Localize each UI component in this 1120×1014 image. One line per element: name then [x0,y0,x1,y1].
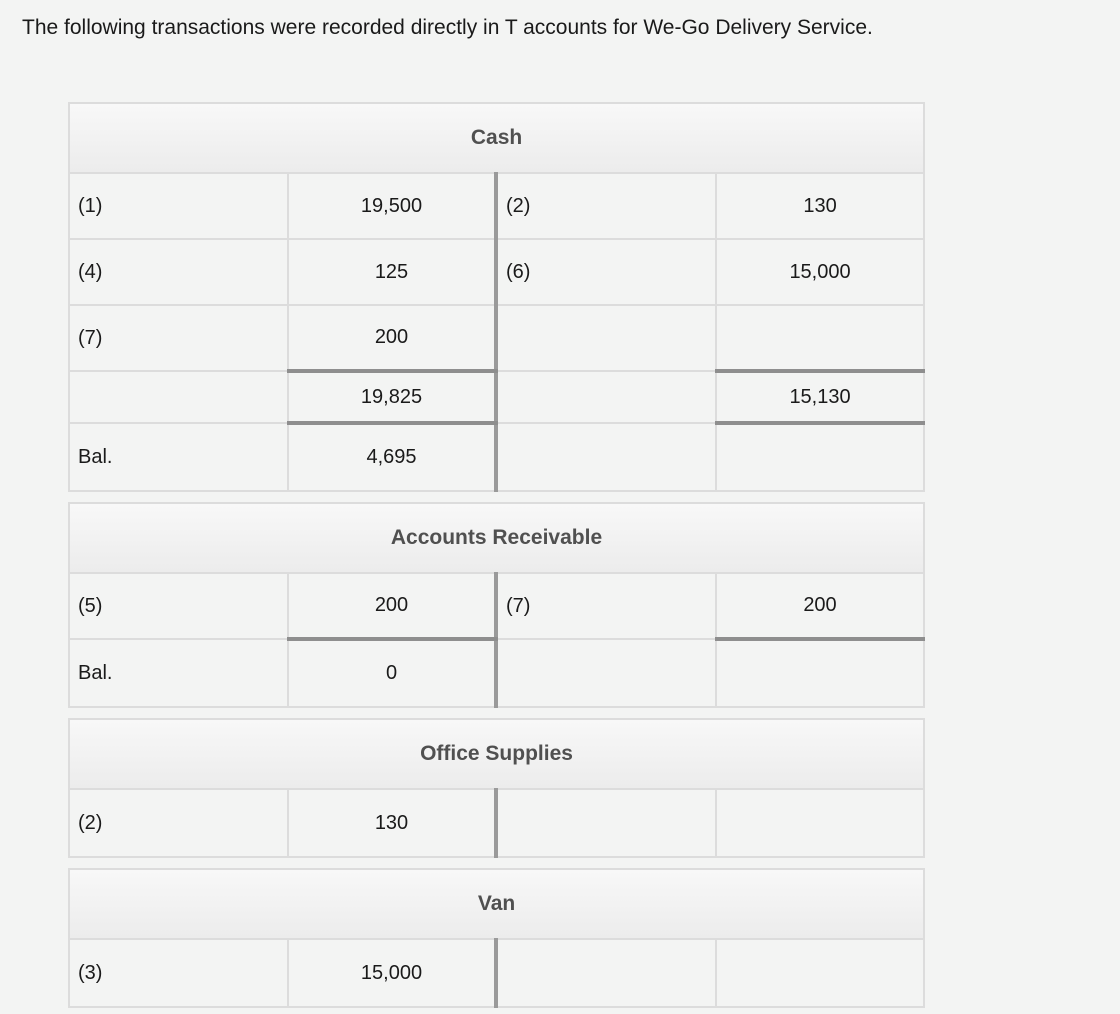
t-account-van [68,868,925,1008]
total-row [69,371,924,423]
balance-row [69,639,924,707]
ledger-row [69,173,924,239]
debit-amount: 15,000 [288,939,496,1007]
balance-row [69,423,924,491]
ledger-row [69,573,924,639]
debit-ref: (3) [69,939,288,1007]
debit-ref: (5) [69,573,288,639]
credit-amount: 15,000 [716,239,924,305]
balance-label: Bal. [69,639,288,707]
credit-ref [496,789,716,857]
ledger-row [69,239,924,305]
credit-ref [496,939,716,1007]
debit-total: 19,825 [288,371,496,423]
ledger-row [69,305,924,371]
account-title: Office Supplies [69,719,924,789]
account-title: Cash [69,103,924,173]
t-account-cash [68,102,925,492]
ledger-row [69,789,924,857]
debit-amount: 19,500 [288,173,496,239]
credit-amount [716,305,924,371]
credit-ref: (7) [496,573,716,639]
balance-amount: 4,695 [288,423,496,491]
debit-ref [69,371,288,423]
debit-amount: 130 [288,789,496,857]
credit-ref: (6) [496,239,716,305]
t-account-office-supplies [68,718,925,858]
credit-amount [716,939,924,1007]
credit-ref [496,639,716,707]
ledger-row [69,939,924,1007]
account-title: Accounts Receivable [69,503,924,573]
balance-label: Bal. [69,423,288,491]
debit-amount: 200 [288,573,496,639]
debit-ref: (2) [69,789,288,857]
t-account-accounts-receivable [68,502,925,708]
credit-amount: 130 [716,173,924,239]
balance-amount: 0 [288,639,496,707]
account-title: Van [69,869,924,939]
debit-amount: 200 [288,305,496,371]
credit-ref: (2) [496,173,716,239]
debit-ref: (7) [69,305,288,371]
credit-total: 15,130 [716,371,924,423]
credit-amount [716,789,924,857]
intro-text: The following transactions were recorded directly in T accounts for We-Go Delivery Service. [22,16,873,39]
debit-amount: 125 [288,239,496,305]
credit-amount: 200 [716,573,924,639]
credit-amount [716,639,924,707]
debit-ref: (1) [69,173,288,239]
credit-amount [716,423,924,491]
credit-ref [496,371,716,423]
credit-ref [496,423,716,491]
debit-ref: (4) [69,239,288,305]
credit-ref [496,305,716,371]
